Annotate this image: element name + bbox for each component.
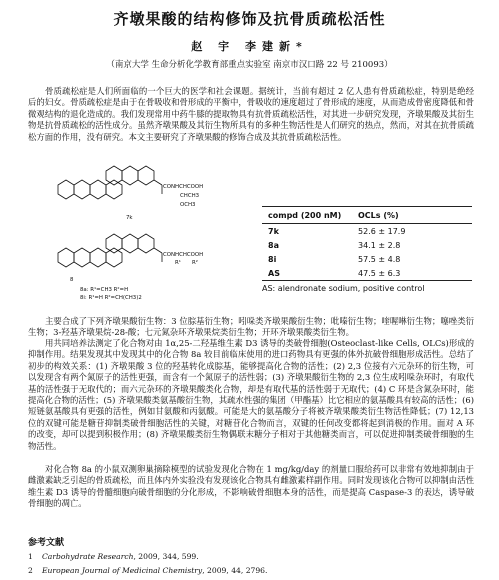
compound-8-label: 8 — [70, 277, 74, 283]
table-cell: 8a — [268, 240, 279, 250]
table-row — [262, 224, 472, 238]
table-cell: 52.6 ± 17.9 — [358, 226, 406, 236]
table-cell: 57.5 ± 4.8 — [358, 254, 401, 264]
table-cell: 47.5 ± 6.3 — [358, 268, 401, 278]
chemical-structures — [40, 153, 255, 303]
chem-legend-8i: 8i: R¹=H R²=CH(CH3)2 — [80, 295, 142, 301]
affiliation: （南京大学 生命分析化学教育部重点实验室 南京市汉口路 22 号 210093） — [106, 60, 393, 70]
table-header-compd: compd (200 nM) — [268, 210, 342, 220]
chem-legend-8a: 8a: R¹=CH3 R²=H — [80, 287, 129, 293]
paper-title: 齐墩果酸的结构修饰及抗骨质疏松活性 — [113, 10, 386, 28]
reference-number: 1 — [28, 552, 33, 561]
abstract-paragraph: 骨质疏松症是人们所面临的一个巨大的医学和社会课题。据统计，当前有超过 2 亿人患有骨质疏松症，特别是绝经后的妇女。骨质疏松症是由于在骨吸收和骨形成的平衡中，骨吸收的速度超过了骨形成的速度，从而造成骨密度降低和骨微观结构的退化造成的。我们发现常用中药牛膝的提取物具有抗骨质疏松活性，对其进一步研究发现，齐墩果酸及其衍生物是抗骨质疏松的活性成分。虽然齐墩果酸及其衍生物所具有的多种生物活性是人们研究的热点，然而，对其在抗骨质疏松方面的作用，没有研究。本文主要研究了齐墩果酸的修饰合成及其抗骨质疏松活性。 — [28, 86, 474, 142]
compound-7k-structure — [58, 166, 162, 199]
table-cell: AS — [268, 268, 280, 278]
table-row — [262, 238, 472, 252]
chem-label-top-2: CHCH3 — [180, 193, 200, 199]
table-header-ocls: OCLs (%) — [358, 210, 399, 220]
methods-paragraph: 用共同培养法测定了化合物对由 1α,25-二羟基维生素 D3 诱导的类破骨细胞(Osteoclast-like Cells, OLCs)形成的抑制作用。结果发现其中发现其中的化合物 8a 较目前临床使用的进口药物具有更强的体外抗破骨细胞形成活性。总结了初步的构效关系：(1) 齐墩果酸 3 位的羟基转化成腙基，能够提高化合物的活性；(2) 2,3 位接有六元杂环的衍生物，可以发现含有两个氮原子的活性更强，而含有一个氮原子的活性弱；(3) 齐墩果酸衍生物的 2,3 位生成吲哚杂环时，有取代基的活性强于无取代的；而六元杂环的齐墩果酸类化合物，却是有取代基的活性弱于无取代；(4) C 环是含氮杂环时，能提高化合物的活性；(5) 齐墩果酸类氨基酸衍生物，其疏水性强的集团（甲酯基）比它相应的氨基酸具有较高的活性；(6) 短链氨基酸具有更强的活性，例如甘氨酸和丙氨酸。可能是大的氨基酸分子将被齐墩果酸类衍生物活性降低；(7) 12,13 位的双键可能是糖苷抑制类破骨细胞活性的关键，对糖苷化合物而言，双键的任何改变都将起到消极的作用。面对 A 环的改变，却可以提到积极作用；(8) 齐墩果酸类衍生物偶联末糖分子相对于其他糖类而言，可以促进抑制类破骨细胞的生物活性。 — [28, 338, 474, 451]
ocl-table — [262, 206, 472, 293]
table-cell: 8i — [268, 254, 277, 264]
reference-details: , 2009, 44, 2796. — [202, 566, 268, 575]
references-title: 参考文献 — [28, 538, 65, 548]
table-row — [262, 266, 472, 281]
chem-label-top-1: CONHCHCOOH — [163, 184, 204, 190]
reference-details: , 2009, 344, 599. — [133, 552, 199, 561]
authors: 赵 宇 李建新* — [191, 40, 308, 53]
compound-7k-label: 7k — [126, 215, 133, 221]
table-cell: 34.1 ± 2.8 — [358, 240, 401, 250]
table-row — [262, 252, 472, 266]
reference-journal: European Journal of Medicinal Chemistry — [42, 566, 203, 575]
table-note: AS: alendronate sodium, positive control — [262, 284, 425, 293]
compound-8-structure — [58, 234, 162, 267]
chem-label-bottom-r1: R¹ — [175, 260, 181, 266]
table-cell: 7k — [268, 226, 279, 236]
reference-item — [28, 552, 199, 561]
reference-item — [28, 566, 267, 575]
reference-number: 2 — [28, 566, 33, 575]
chem-label-top-3: OCH3 — [180, 202, 196, 208]
chemical-structure-drawing — [40, 153, 255, 303]
table-header-row — [262, 206, 472, 224]
reference-journal: Carbohydrate Research — [42, 552, 134, 561]
chem-label-bottom-sub: CONHCHCOOH — [163, 252, 204, 258]
bio-paragraph: 对化合物 8a 的小鼠双测卵巢摘除模型的试验发现化合物在 1 mg/kg/day 的剂量口服给药可以非常有效地抑制由于雌激素缺乏引起的骨质疏松，而且体内外实验没有发现该化合物具有雌激素样副作用。同时发现该化合物可以抑制由活性维生素 D3 诱导的骨髓细胞向破骨细胞的分化形成，不影响破骨细胞本身的活性，而是提高 Caspase-3 的表达，诱导破骨细胞的凋亡。 — [28, 464, 474, 509]
chem-label-bottom-r2: R² — [192, 260, 198, 266]
intro-paragraph: 主要合成了下列齐墩果酸衍生物：3 位腙基衍生物；吲哚类齐墩果酸衍生物；吡嗪衍生物；喹喔啉衍生物；噻唑类衍生物；3-羟基齐墩果烷-28-酸；七元氮杂环齐墩果烷类衍生物；开环齐墩果酸类衍生物。 — [28, 316, 474, 338]
figure — [40, 153, 470, 308]
